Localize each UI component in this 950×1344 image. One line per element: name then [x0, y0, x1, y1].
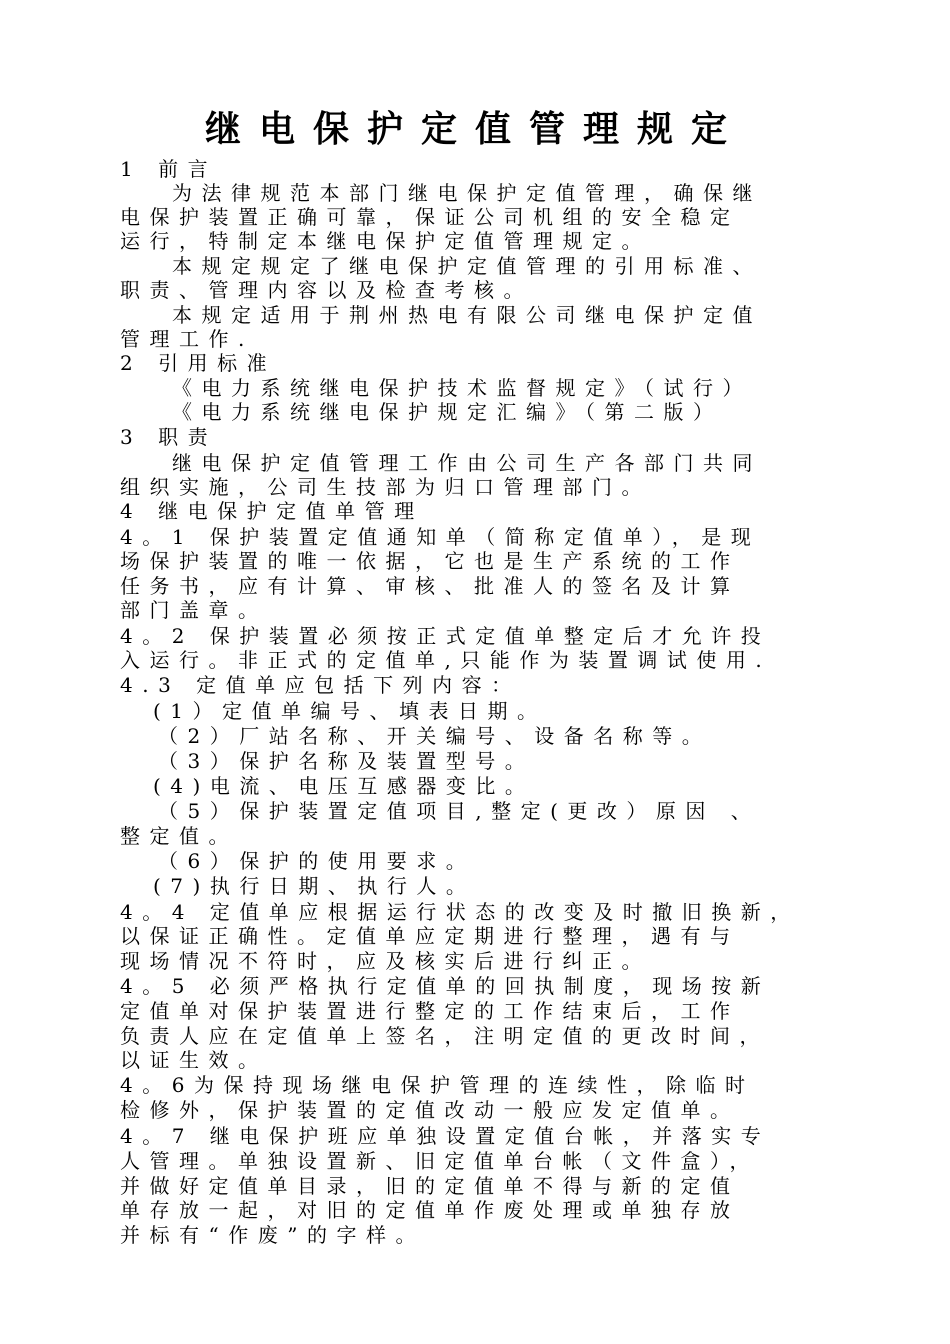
paragraph-line: 4。2 保护装置必须按正式定值单整定后才允许投: [120, 624, 771, 648]
list-item: (1）定值单编号、填表日期。: [153, 699, 547, 723]
list-item: （6）保护的使用要求。: [158, 849, 476, 873]
section-heading-management: 4 继电保护定值单管理: [120, 499, 424, 523]
paragraph-line: 现场情况不符时，应及核实后进行纠正。: [120, 949, 651, 973]
paragraph-line: 定值单对保护装置进行整定的工作结束后，工作: [120, 999, 740, 1023]
paragraph-line: 并做好定值单目录，旧的定值单不得与新的定值: [120, 1174, 740, 1198]
list-item: （3）保护名称及装置型号。: [158, 749, 535, 773]
paragraph-line: 入运行。非正式的定值单,只能作为装置调试使用.: [120, 648, 772, 672]
paragraph-line: 4。5 必须严格执行定值单的回执制度，现场按新: [120, 974, 771, 998]
paragraph-line: 为法律规范本部门继电保护定值管理，确保继: [172, 181, 762, 205]
section-heading-preface: 1 前言: [120, 157, 218, 181]
list-item: (4)电流、电压互感器变比。: [153, 774, 535, 798]
paragraph-line: 检修外，保护装置的定值改动一般应发定值单。: [120, 1098, 740, 1122]
paragraph-line: 4。6为保持现场继电保护管理的连续性，除临时: [120, 1073, 755, 1097]
paragraph-line: 人管理。单独设置新、旧定值单台帐（文件盒），: [120, 1149, 759, 1173]
paragraph-line: 运行，特制定本继电保护定值管理规定。: [120, 229, 651, 253]
paragraph-line: 4。1 保护装置定值通知单（简称定值单），是现: [120, 525, 761, 549]
paragraph-line: 电保护装置正确可靠，保证公司机组的安全稳定: [120, 205, 740, 229]
paragraph-line: 并标有“作废”的字样。: [120, 1223, 425, 1247]
paragraph-line: 管理工作.: [120, 327, 254, 351]
paragraph-line: 职责、管理内容以及检查考核。: [120, 278, 533, 302]
document-title: 继电保护定值管理规定: [204, 108, 745, 150]
paragraph-line: 部门盖章。: [120, 598, 268, 622]
reference-item: 《电力系统继电保护技术监督规定》（试行）: [172, 376, 752, 400]
paragraph-line: 负责人应在定值单上签名，注明定值的更改时间，: [120, 1024, 769, 1048]
reference-item: 《电力系统继电保护规定汇编》（第二版）: [172, 400, 723, 424]
section-heading-references: 2 引用标准: [120, 351, 277, 375]
paragraph-line: 任务书，应有计算、审核、批准人的签名及计算: [120, 574, 740, 598]
paragraph-line: 组织实施，公司生技部为归口管理部门。: [120, 475, 651, 499]
list-item: （5）保护装置定值项目,整定(更改）原因 、: [158, 799, 761, 823]
paragraph-line: 场保护装置的唯一依据，它也是生产系统的工作: [120, 549, 740, 573]
paragraph-line: 4。4 定值单应根据运行状态的改变及时撤旧换新，: [120, 900, 800, 924]
paragraph-line: 本规定规定了继电保护定值管理的引用标准、: [172, 254, 762, 278]
paragraph-line: 以证生效。: [120, 1048, 268, 1072]
paragraph-line: 4.3 定值单应包括下列内容：: [120, 673, 521, 697]
section-heading-duties: 3 职责: [120, 425, 218, 449]
list-item: （2）厂站名称、开关编号、设备名称等。: [158, 724, 712, 748]
paragraph-line: 4。7 继电保护班应单独设置定值台帐，并落实专: [120, 1124, 771, 1148]
paragraph-line: 单存放一起，对旧的定值单作废处理或单独存放: [120, 1198, 740, 1222]
list-item: (7)执行日期、执行人。: [153, 874, 476, 898]
paragraph-line: 继电保护定值管理工作由公司生产各部门共同: [172, 451, 762, 475]
paragraph-line: 本规定适用于荆州热电有限公司继电保护定值: [172, 303, 762, 327]
list-item: 整定值。: [120, 824, 238, 848]
paragraph-line: 以保证正确性。定值单应定期进行整理，遇有与: [120, 924, 740, 948]
